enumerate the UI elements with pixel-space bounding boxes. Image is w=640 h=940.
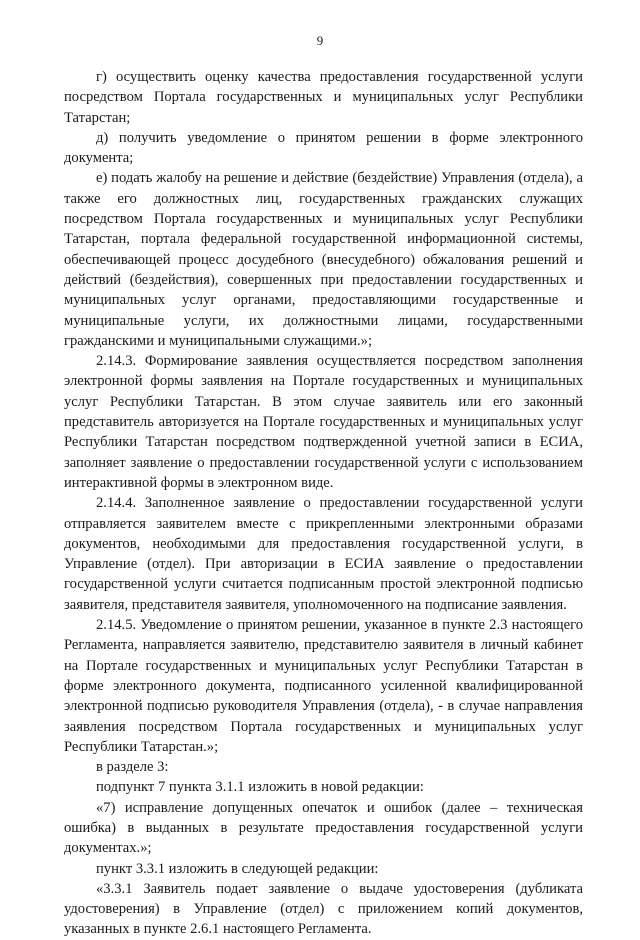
paragraph-subpoint-7: подпункт 7 пункта 3.1.1 изложить в новой редакции:: [96, 779, 424, 796]
document-body: [64, 67, 583, 940]
paragraph-2-14-4: 2.14.4. Заполненное заявление о предоставлении государственной услуги отправляется заявителем вместе с прикрепленными электронными образами документов, необходимыми для предоставления государственной услуги, в Управление (отдел). При авторизации в ЕСИА заявление о предоставлении государственной услуги считается подписанным простой электронной подписью заявителя, представителя заявителя, уполномоченного на подписание заявления.: [64, 495, 583, 613]
paragraph-section-3: в разделе 3:: [96, 759, 169, 776]
paragraph-item-7: «7) исправление допущенных опечаток и ошибок (далее – техническая ошибка) в выданных в результате предоставления государственной услуги документах.»;: [64, 799, 583, 857]
paragraph-2-14-3: 2.14.3. Формирование заявления осуществляется посредством заполнения электронной формы заявления на Портале государственных и муниципальных услуг Республики Татарстан. В этом случае заявитель или его законный представитель авторизуется на Портале государственных и муниципальных услуг Республики Татарстан посредством подтвержденной учетной записи в ЕСИА, заполняет заявление о предоставлении государственной услуги с использованием интерактивной формы в электронном виде.: [64, 353, 583, 491]
paragraph-point-3-3-1: пункт 3.3.1 изложить в следующей редакции:: [96, 860, 379, 877]
paragraph-item-e: е) подать жалобу на решение и действие (бездействие) Управления (отдела), а также его должностных лиц, государственных гражданских служащих посредством Портала государственных и муниципальных услуг Республики Татарстан, портала федеральной государственной информационной системы, обеспечивающей процесс досудебного (внесудебного) обжалования решений и действий (бездействия), совершенных при предоставлении государственных и муниципальных услуг органами, предоставляющими государственные и муниципальные услуги, их должностными лицами, государственными гражданскими и муниципальными служащими.»;: [64, 170, 583, 349]
paragraph-item-d: д) получить уведомление о принятом решении в форме электронного документа;: [64, 129, 583, 167]
paragraph-item-g: г) осуществить оценку качества предоставления государственной услуги посредством Портала государственных и муниципальных услуг Республики Татарстан;: [64, 69, 583, 126]
paragraph-3-3-1-text: «3.3.1 Заявитель подает заявление о выдаче удостоверения (дубликата удостоверения) в Управление (отдел) с приложением копий документов, указанных в пункте 2.6.1 настоящего Регламента.: [64, 880, 583, 938]
paragraph-2-14-5: 2.14.5. Уведомление о принятом решении, указанное в пункте 2.3 настоящего Регламента, направляется заявителю, представителю заявителя в личный кабинет на Портале государственных и муниципальных услуг Республики Татарстан в форме электронного документа, подписанного усиленной квалифицированной электронной подписью руководителя Управления (отдела), - в случае направления заявления посредством Портала государственных и муниципальных услуг Республики Татарстан.»;: [64, 617, 583, 755]
page-number: 9: [316, 33, 324, 48]
